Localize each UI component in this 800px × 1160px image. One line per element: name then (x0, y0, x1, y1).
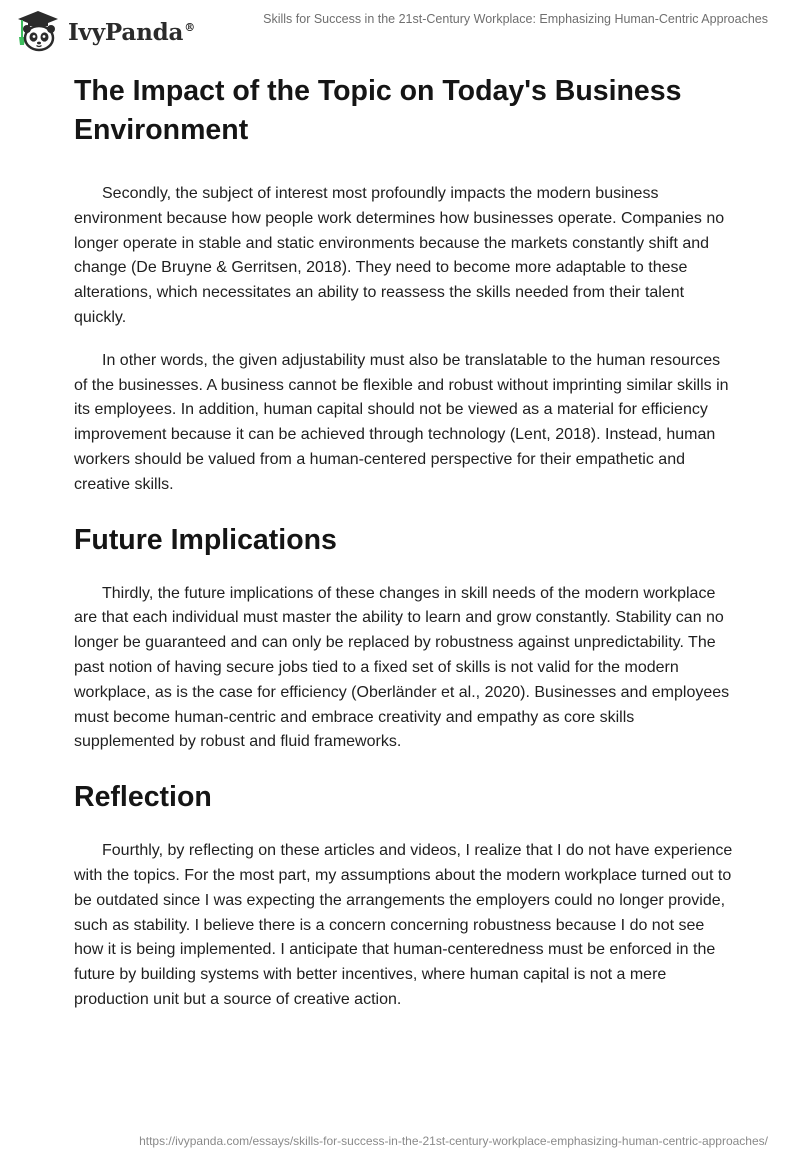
brand-name-text: IvyPanda (68, 18, 184, 46)
paragraph: Secondly, the subject of interest most profoundly impacts the modern business environment because how people work determines how businesses operate. Companies no longer operate in stable and static environments because the markets constantly shift and change (De Bruyne & Gerritsen, 2018). They need to become more adaptable to these alterations, which necessitates an ability to reassess the skills needed from their talent quickly. (74, 185, 725, 326)
paragraph: In other words, the given adjustability must also be translatable to the human resources of the businesses. A business cannot be flexible and robust without imprinting similar skills in its employees. In addition, human capital should not be viewed as a material for efficiency improvement because it can be achieved through technology (Lent, 2018). Instead, human workers should be valued from a human-centered perspective for their empathetic and creative skills. (74, 351, 729, 493)
section-heading-future: Future Implications (74, 523, 337, 556)
brand-logo[interactable] (14, 9, 195, 53)
paragraph: Thirdly, the future implications of these changes in skill needs of the modern workplace are that each individual must master the ability to learn and grow constantly. Stability can no longer be guaranteed and can only be replaced by robustness against unpredictability. The past notion of having secure jobs tied to a fixed set of skills is not valid for the modern workplace, as is the case for efficiency (Oberländer et al., 2020). Businesses and employees must become human-centric and embrace creativity and empathy as core skills supplemented by robust and fluid frameworks. (74, 584, 730, 751)
section-future (74, 522, 734, 756)
document-title: Skills for Success in the 21st-Century Workplace: Emphasizing Human-Centric Approaches (263, 12, 768, 26)
panda-graduate-icon (14, 9, 62, 53)
source-url-link[interactable]: https://ivypanda.com/essays/skills-for-success-in-the-21st-century-workplace-emphasizing-human-centric-approaches/ (139, 1134, 768, 1148)
essay-content (74, 72, 734, 1031)
page-header (0, 0, 800, 60)
brand-name (68, 19, 195, 46)
section-heading-impact: The Impact of the Topic on Today's Business Environment (74, 75, 682, 146)
registered-mark: ® (184, 20, 195, 34)
section-reflection (74, 779, 734, 1013)
section-heading-reflection: Reflection (74, 781, 212, 814)
paragraph: Fourthly, by reflecting on these articles and videos, I realize that I do not have experience with the topics. For the most part, my assumptions about the modern workplace turned out to be outdated since I was expecting the arrangements the employers could no longer provide, such as stability. I believe there is a concern concerning robustness because I do not see how it is being implemented. I anticipate that human-centeredness must be enforced in the future by building systems with better incentives, where human capital is not a mere production unit but a source of creative action. (74, 842, 733, 1008)
section-impact (74, 72, 734, 498)
